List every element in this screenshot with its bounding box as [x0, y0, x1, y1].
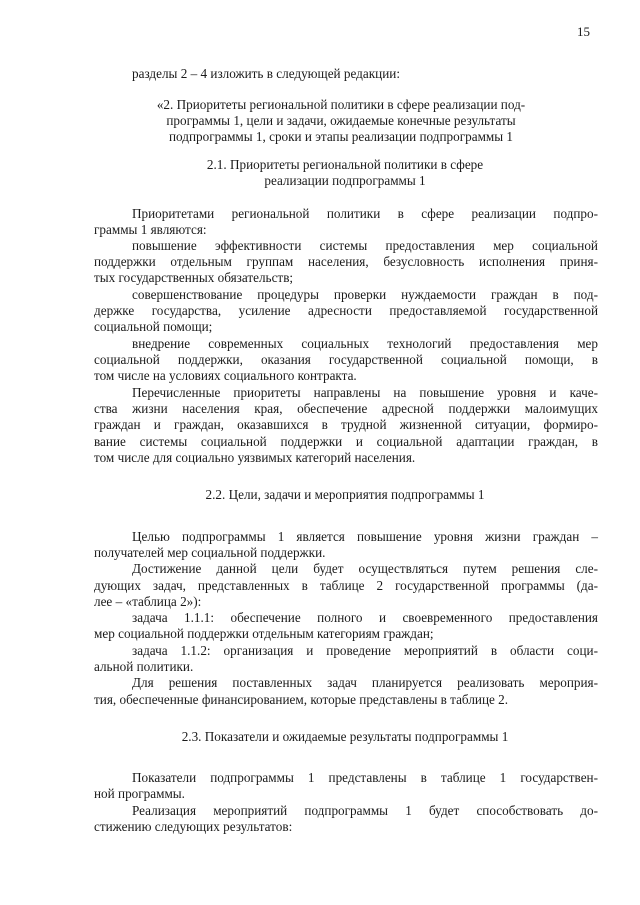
- heading-line: 2.2. Цели, задачи и мероприятия подпрограммы 1: [205, 487, 485, 502]
- text-line: том числе для социально уязвимых категорий населения.: [94, 450, 416, 465]
- text-line: граммы 1 являются:: [94, 222, 207, 237]
- text-line: задача 1.1.2: организация и проведение мероприятий в области соци-: [132, 643, 598, 658]
- heading-line: 2.3. Показатели и ожидаемые результаты подпрограммы 1: [181, 729, 509, 744]
- text-line: граждан и граждан, оказавшихся в трудной жизненной ситуации, формиро-: [94, 417, 598, 432]
- page-number: 15: [577, 24, 590, 39]
- text-line: Достижение данной цели будет осуществляться путем решения сле-: [132, 561, 598, 576]
- text-line: Целью подпрограммы 1 является повышение уровня жизни граждан –: [132, 529, 598, 544]
- text-line: дующих задач, представленных в таблице 2 государственной программы (да-: [94, 578, 598, 593]
- text-line: Перечисленные приоритеты направлены на повышение уровня и каче-: [132, 385, 598, 400]
- text-line: получателей мер социальной поддержки.: [94, 545, 326, 560]
- text-line: повышение эффективности системы предоставления мер социальной: [132, 238, 598, 253]
- text-line: вание системы социальной поддержки и социальной адаптации граждан, в: [94, 434, 598, 449]
- text-line: стижению следующих результатов:: [94, 819, 293, 834]
- text-line: Показатели подпрограммы 1 представлены в таблице 1 государствен-: [132, 770, 598, 785]
- text-line: том числе на условиях социального контракта.: [94, 368, 357, 383]
- text-line: ной программы.: [94, 786, 185, 801]
- text-line: социальной поддержки, оказания государственной социальной помощи, в: [94, 352, 598, 367]
- heading-line: 2.1. Приоритеты региональной политики в сфере: [206, 157, 484, 172]
- text-line: держке государства, усиление адресности предоставляемой государственной: [94, 303, 598, 318]
- text-line: поддержки отдельным группам населения, безусловность исполнения приня-: [94, 254, 598, 269]
- text-line: ства жизни населения края, обеспечение адресной поддержки малоимущих: [94, 401, 598, 416]
- text-line: тых государственных обязательств;: [94, 270, 294, 285]
- text-line: внедрение современных социальных технологий предоставления мер: [132, 336, 598, 351]
- heading-line: «2. Приоритеты региональной политики в сфере реализации под-: [156, 97, 526, 112]
- text-line: лее – «таблица 2»):: [94, 594, 202, 609]
- heading-line: подпрограммы 1, сроки и этапы реализации подпрограммы 1: [168, 129, 514, 144]
- text-line: альной политики.: [94, 659, 194, 674]
- text-line: мер социальной поддержки отдельным категориям граждан;: [94, 626, 434, 641]
- text-line: социальной помощи;: [94, 319, 213, 334]
- heading-line: реализации подпрограммы 1: [264, 173, 426, 188]
- text-line: совершенствование процедуры проверки нуждаемости граждан в под-: [132, 287, 598, 302]
- text-line: тия, обеспеченные финансированием, которые представлены в таблице 2.: [94, 692, 509, 707]
- text-line: Для решения поставленных задач планируется реализовать мероприя-: [132, 675, 598, 690]
- text-line: разделы 2 – 4 изложить в следующей редакции:: [132, 66, 400, 81]
- text-line: Приоритетами региональной политики в сфере реализации подпро-: [132, 206, 598, 221]
- text-line: задача 1.1.1: обеспечение полного и своевременного предоставления: [132, 610, 598, 625]
- heading-line: программы 1, цели и задачи, ожидаемые конечные результаты: [166, 113, 516, 128]
- text-line: Реализация мероприятий подпрограммы 1 будет способствовать до-: [132, 803, 598, 818]
